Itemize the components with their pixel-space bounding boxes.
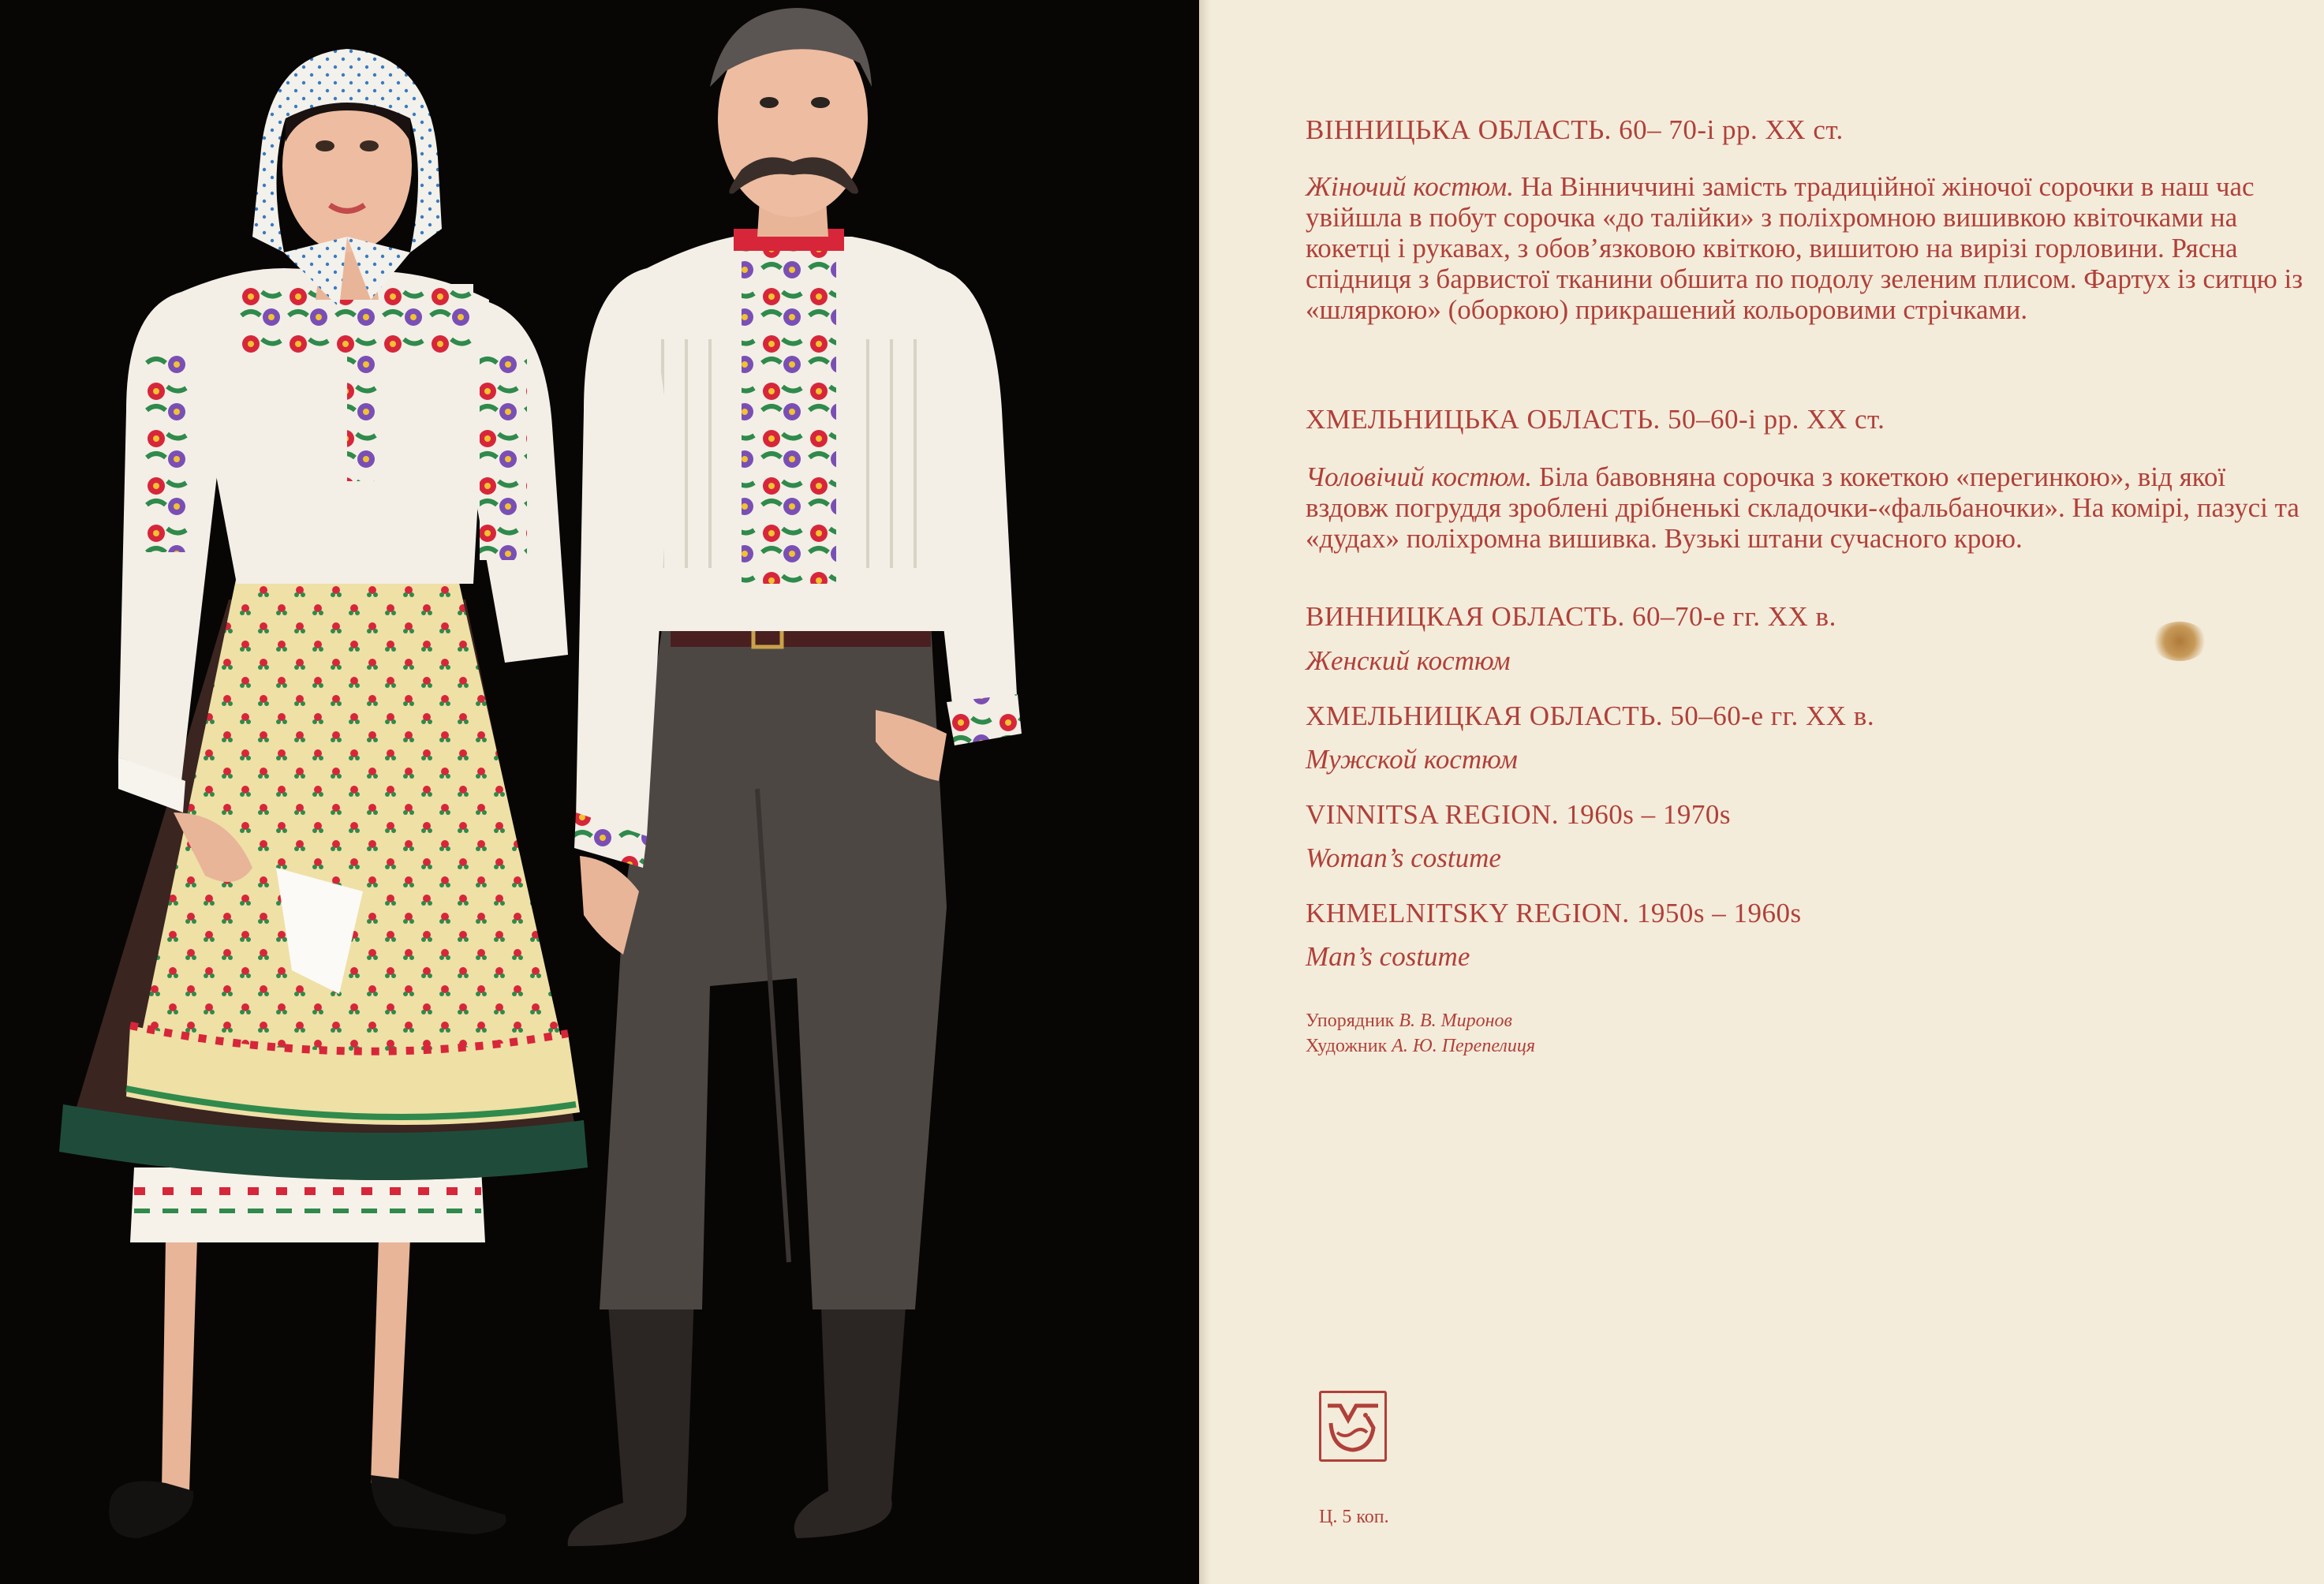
compiler-name: В. В. Миронов [1399, 1011, 1512, 1031]
section-1-region: ВІННИЦЬКА ОБЛАСТЬ. [1306, 114, 1612, 145]
section-1-title [1306, 114, 2307, 146]
section-2-description [1306, 461, 2307, 554]
compiler-label: Упорядник [1306, 1011, 1395, 1031]
translation-1-date: 60–70-е гг. XX в. [1632, 601, 1836, 632]
section-2-text: Біла бавовняна сорочка з кокеткою «перегинкою», від якої вздовж погруддя зроблені дрібненькі складочки-«фальбаночки». На комірі, пазусі та «дудах» поліхромна вишивка. Вузькі штани сучасного крою. [1306, 461, 2300, 554]
translation-3-title [1306, 799, 2307, 831]
section-1-description [1306, 171, 2307, 325]
translation-3-date: 1960s – 1970s [1566, 799, 1732, 830]
translation-1-region: ВИННИЦКАЯ ОБЛАСТЬ. [1306, 601, 1625, 632]
publisher-emblem-graphic [1321, 1393, 1384, 1459]
section-1-text: На Вінниччині замість традиційної жіночої сорочки в наш час увійшла в побут сорочка «до талійки» з поліхромною вишивкою квіточками на кокетці і рукавах, з обов’язковою квіткою, вишитою на вирізі горловини. Рясна спідниця з барвистої тканини обшита по подолу зеленим плисом. Фартух із ситцю із «шляркою» (оборкою) прикрашений кольоровими стрічками. [1306, 171, 2303, 325]
translation-4-subtitle: Man’s costume [1306, 941, 1470, 972]
credits [1306, 1008, 2307, 1059]
translation-2-region: ХМЕЛЬНИЦКАЯ ОБЛАСТЬ. [1306, 700, 1664, 731]
translation-4-title [1306, 898, 2307, 929]
section-2-label: Чоловічий костюм. [1306, 461, 1533, 492]
text-page [1199, 0, 2324, 1584]
translation-4-date: 1950s – 1960s [1636, 898, 1802, 928]
translation-2-date: 50–60-е гг. XX в. [1670, 700, 1875, 731]
section-2-region: ХМЕЛЬНИЦЬКА ОБЛАСТЬ. [1306, 404, 1661, 435]
artist-label: Художник [1306, 1036, 1388, 1056]
section-1-label: Жіночий костюм. [1306, 171, 1514, 202]
artist-name: А. Ю. Перепелиця [1392, 1036, 1536, 1056]
translation-2-title [1306, 700, 2307, 732]
section-1-date: 60– 70-і рр. XX ст. [1619, 114, 1844, 145]
translation-2-subtitle: Мужской костюм [1306, 744, 1518, 775]
credit-artist [1306, 1033, 2307, 1059]
section-2-date: 50–60-і рр. XX ст. [1668, 404, 1885, 435]
translation-1-title [1306, 601, 2307, 633]
translation-3-region: VINNITSA REGION. [1306, 799, 1560, 830]
paper-stain [2152, 622, 2207, 661]
publisher-emblem-icon [1319, 1391, 1387, 1462]
credit-compiler [1306, 1008, 2307, 1033]
price-label: Ц. 5 коп. [1319, 1507, 1389, 1527]
page-fold [1199, 0, 1210, 1584]
translation-3-subtitle: Woman’s costume [1306, 842, 1501, 873]
translation-1-subtitle: Женский костюм [1306, 645, 1511, 676]
translation-4-region: KHMELNITSKY REGION. [1306, 898, 1630, 928]
section-2-title [1306, 404, 2307, 435]
